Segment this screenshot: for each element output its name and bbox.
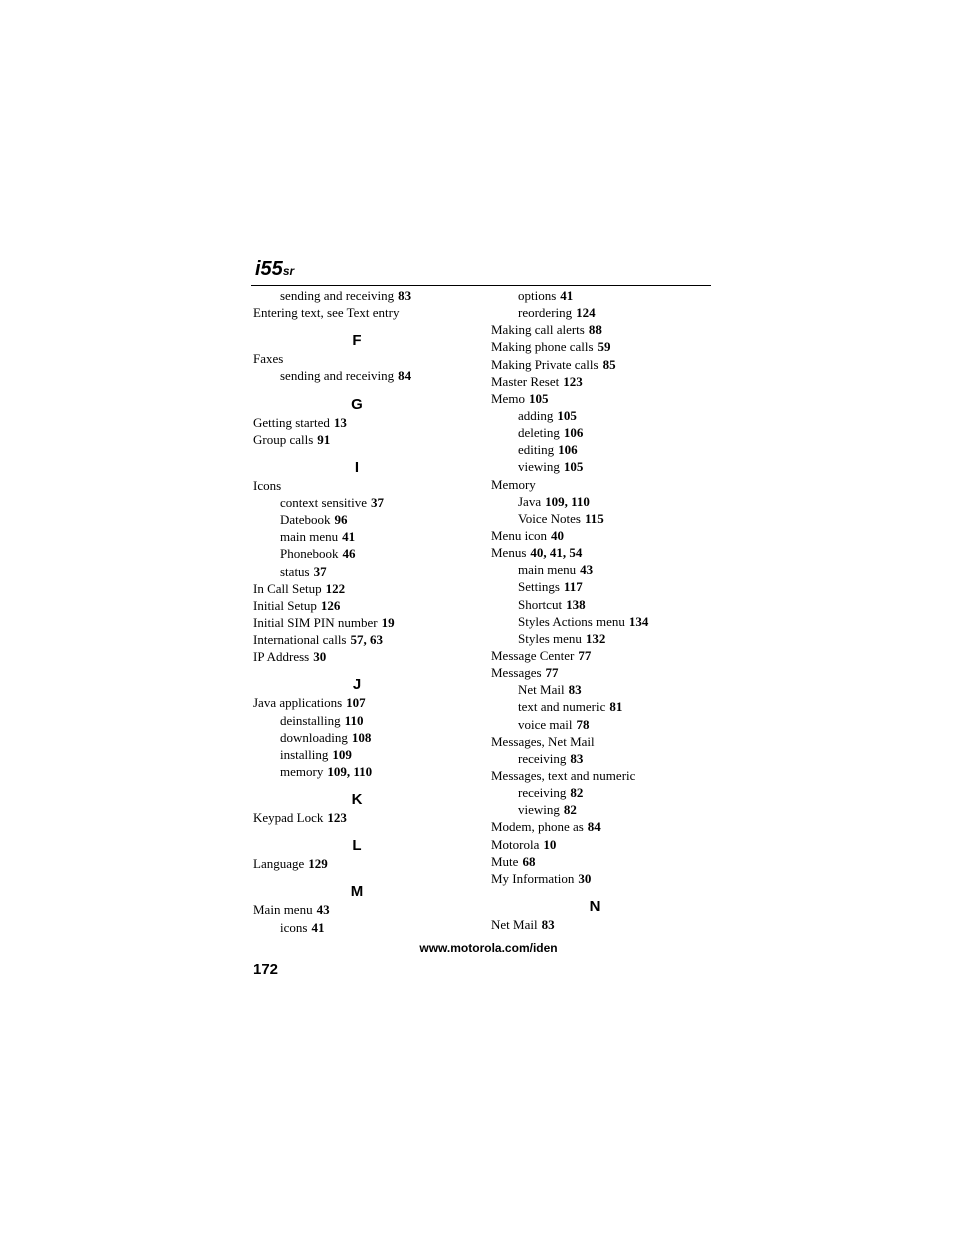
index-subentry [491, 440, 726, 457]
index-page-ref[interactable]: 126 [320, 597, 341, 613]
index-subentry [253, 510, 488, 527]
index-entry [491, 766, 726, 783]
index-term: In Call Setup [253, 580, 322, 596]
index-term: main menu [280, 529, 339, 545]
index-entry [491, 355, 726, 372]
index-term: memory [280, 763, 324, 779]
index-term: Making Private calls [491, 356, 599, 372]
index-entry [253, 349, 488, 366]
index-subentry [491, 457, 726, 474]
index-term: viewing [518, 459, 560, 475]
index-page-ref[interactable]: 13 [333, 414, 347, 430]
index-page-ref[interactable]: 30 [313, 649, 327, 665]
index-subentry [491, 423, 726, 440]
index-term: receiving [518, 750, 567, 766]
index-term: receiving [518, 785, 567, 801]
index-term: Datebook [280, 512, 331, 528]
index-subentry [253, 762, 488, 779]
index-entry [253, 613, 488, 630]
index-entry [491, 835, 726, 852]
index-term: Master Reset [491, 373, 560, 389]
logo-main-text: i55 [255, 258, 283, 280]
index-page-ref[interactable]: 82 [563, 802, 577, 818]
index-subentry [253, 745, 488, 762]
index-page-ref[interactable]: 78 [576, 716, 590, 732]
index-page-ref[interactable]: 109, 110 [327, 763, 373, 779]
index-page-ref[interactable]: 123 [327, 810, 347, 826]
index-entry [491, 852, 726, 869]
index-term: My Information [491, 870, 575, 886]
index-term: reordering [518, 305, 573, 321]
index-term: Menu icon [491, 527, 547, 543]
index-entry [253, 647, 488, 664]
index-subentry [491, 783, 726, 800]
index-term: Mute [491, 853, 519, 869]
index-subentry [253, 562, 488, 579]
index-page-ref[interactable]: 19 [381, 614, 395, 630]
index-subentry [491, 406, 726, 423]
index-term: sending and receiving [280, 368, 395, 384]
index-term: Net Mail [518, 682, 565, 698]
index-term: viewing [518, 802, 560, 818]
index-subentry [491, 715, 726, 732]
index-subentry [491, 629, 726, 646]
index-page-ref[interactable]: 77 [545, 665, 559, 681]
index-page-ref[interactable]: 83 [398, 288, 412, 303]
footer-url: www.motorola.com/iden [419, 941, 558, 955]
index-entry [491, 915, 726, 932]
index-entry [253, 476, 488, 493]
index-subentry [491, 492, 726, 509]
index-letter-heading: I [354, 458, 360, 476]
index-term: Icons [253, 477, 282, 493]
index-page-ref[interactable]: 117 [563, 579, 583, 595]
index-term: editing [518, 442, 555, 458]
index-page-ref[interactable]: 41 [311, 919, 325, 935]
index-term: voice mail [518, 716, 573, 732]
index-page-ref[interactable]: 40 [550, 527, 564, 543]
page-number: 172 [253, 961, 279, 978]
index-letter-heading: L [352, 837, 362, 855]
index-page-ref[interactable]: 57, 63 [350, 632, 383, 648]
index-page-ref[interactable]: 10 [543, 836, 557, 852]
index-term: Keypad Lock [253, 810, 324, 826]
index-entry [253, 430, 488, 447]
index-entry [491, 337, 726, 354]
index-subentry [253, 544, 488, 561]
index-term: Shortcut [518, 596, 563, 612]
index-term: Modem, phone as [491, 819, 584, 835]
index-page-ref[interactable]: 30 [578, 870, 592, 886]
index-page-ref[interactable]: 105 [557, 407, 577, 423]
index-entry [491, 869, 726, 886]
index-term: International calls [253, 632, 347, 648]
index-page-ref[interactable]: 96 [334, 512, 348, 528]
index-term: Language [253, 856, 305, 872]
index-page-ref[interactable]: 41 [560, 288, 574, 303]
product-logo [255, 259, 294, 279]
index-entry [491, 320, 726, 337]
index-subentry [491, 749, 726, 766]
index-entry [253, 808, 488, 825]
index-term: Settings [518, 579, 560, 595]
index-term: Motorola [491, 836, 540, 852]
index-subentry [253, 366, 488, 383]
index-page-ref[interactable]: 43 [316, 902, 330, 918]
index-subentry [491, 680, 726, 697]
index-term: Voice Notes [518, 510, 581, 526]
index-term: Styles Actions menu [518, 613, 625, 629]
index-term: Faxes [253, 351, 284, 367]
index-page-ref[interactable]: 46 [342, 546, 356, 562]
index-subentry [491, 595, 726, 612]
index-column-left [253, 286, 488, 935]
index-term: text and numeric [518, 699, 606, 715]
index-subentry [253, 918, 488, 935]
index-page-ref[interactable]: 122 [325, 580, 346, 596]
index-subentry [491, 577, 726, 594]
index-page-ref[interactable]: 109 [332, 746, 352, 762]
index-page-ref[interactable]: 134 [628, 613, 649, 629]
index-page-ref[interactable]: 77 [578, 647, 592, 663]
index-entry [253, 303, 488, 320]
index-subentry [491, 612, 726, 629]
index-letter-heading: G [351, 395, 363, 413]
index-term: adding [518, 407, 554, 423]
index-term: Styles menu [518, 630, 582, 646]
index-subentry [491, 286, 726, 303]
index-page-ref[interactable]: 68 [522, 853, 536, 869]
index-entry [491, 372, 726, 389]
index-term: Main menu [253, 902, 313, 918]
index-term: Net Mail [491, 916, 538, 932]
index-entry [253, 854, 488, 871]
index-term: Group calls [253, 431, 314, 447]
index-page-ref[interactable]: 85 [602, 356, 616, 372]
index-term: context sensitive [280, 494, 368, 510]
index-page-ref[interactable]: 37 [371, 494, 385, 510]
index-entry [491, 663, 726, 680]
index-entry [253, 413, 488, 430]
index-term: Java [518, 493, 542, 509]
index-entry [253, 596, 488, 613]
index-subentry [253, 527, 488, 544]
index-subentry [253, 286, 488, 303]
index-term: main menu [518, 562, 577, 578]
index-term: Initial SIM PIN number [253, 614, 378, 630]
index-subentry [253, 493, 488, 510]
index-letter-heading: J [352, 676, 362, 694]
index-entry [253, 900, 488, 917]
index-term: Memory [491, 476, 536, 492]
index-term: Messages, Net Mail [491, 733, 595, 749]
index-entry [491, 389, 726, 406]
index-letter-heading: N [589, 897, 601, 915]
index-page-ref[interactable]: 37 [313, 563, 327, 579]
index-page-ref[interactable]: 110 [344, 712, 364, 728]
index-page-ref[interactable]: 115 [584, 510, 604, 526]
index-term: sending and receiving [280, 288, 395, 303]
index-page-ref[interactable]: 59 [597, 339, 611, 355]
index-letter-heading: F [352, 332, 362, 350]
index-term: Entering text, see Text entry [253, 305, 400, 321]
index-entry [491, 817, 726, 834]
index-term: Memo [491, 390, 525, 406]
index-page-ref[interactable]: 81 [609, 699, 623, 715]
index-page-ref[interactable]: 91 [317, 431, 331, 447]
index-entry [491, 543, 726, 560]
index-column-right [491, 286, 726, 932]
index-subentry [253, 728, 488, 745]
index-page-ref[interactable]: 106 [558, 442, 578, 458]
index-subentry [491, 303, 726, 320]
logo-sub-text: sr [282, 264, 295, 278]
index-term: icons [280, 919, 308, 935]
index-entry [491, 526, 726, 543]
index-page-ref[interactable]: 108 [351, 729, 372, 745]
index-term: Messages [491, 665, 542, 681]
index-page-ref[interactable]: 124 [576, 305, 596, 321]
index-subentry [491, 697, 726, 714]
index-entry [253, 579, 488, 596]
index-page-ref[interactable]: 43 [580, 562, 594, 578]
index-page-ref[interactable]: 83 [568, 682, 582, 698]
index-page-ref[interactable]: 105 [563, 459, 584, 475]
index-page-ref[interactable]: 41 [342, 529, 356, 545]
index-term: IP Address [253, 649, 310, 665]
index-letter-heading: M [350, 883, 364, 901]
index-page-ref[interactable]: 109, 110 [545, 493, 590, 509]
index-subentry [491, 800, 726, 817]
index-term: Java applications [253, 695, 343, 711]
index-term: Making phone calls [491, 339, 594, 355]
index-term: deleting [518, 425, 560, 441]
index-term: status [280, 563, 310, 579]
index-term: Message Center [491, 647, 575, 663]
index-entry [491, 475, 726, 492]
index-page-ref[interactable]: 82 [570, 785, 584, 801]
index-page-ref[interactable]: 84 [398, 368, 412, 384]
index-term: installing [280, 746, 329, 762]
index-term: Menus [491, 545, 527, 561]
index-subentry [491, 560, 726, 577]
index-page-ref[interactable]: 138 [566, 596, 586, 612]
index-entry [253, 630, 488, 647]
index-page-ref[interactable]: 84 [587, 819, 601, 835]
index-page-ref[interactable]: 106 [563, 425, 584, 441]
index-page-ref[interactable]: 129 [308, 856, 328, 872]
index-page-ref[interactable]: 107 [346, 695, 366, 711]
index-page-ref[interactable]: 105 [528, 390, 549, 406]
index-page-ref[interactable]: 123 [563, 373, 583, 389]
index-letter-heading: K [351, 791, 363, 809]
index-term: Phonebook [280, 546, 339, 562]
index-term: Initial Setup [253, 597, 317, 613]
index-term: downloading [280, 729, 348, 745]
index-page-ref[interactable]: 83 [541, 916, 555, 932]
index-entry [253, 693, 488, 710]
index-subentry [491, 509, 726, 526]
index-entry [491, 646, 726, 663]
index-term: Making call alerts [491, 322, 585, 338]
index-term: options [518, 288, 557, 303]
index-page-ref[interactable]: 40, 41, 54 [530, 545, 583, 561]
index-page-ref[interactable]: 83 [570, 750, 584, 766]
index-subentry [253, 711, 488, 728]
index-page-ref[interactable]: 132 [585, 630, 606, 646]
index-entry [491, 732, 726, 749]
index-term: deinstalling [280, 712, 341, 728]
index-term: Messages, text and numeric [491, 767, 636, 783]
index-term: Getting started [253, 414, 330, 430]
index-page-ref[interactable]: 88 [588, 322, 602, 338]
